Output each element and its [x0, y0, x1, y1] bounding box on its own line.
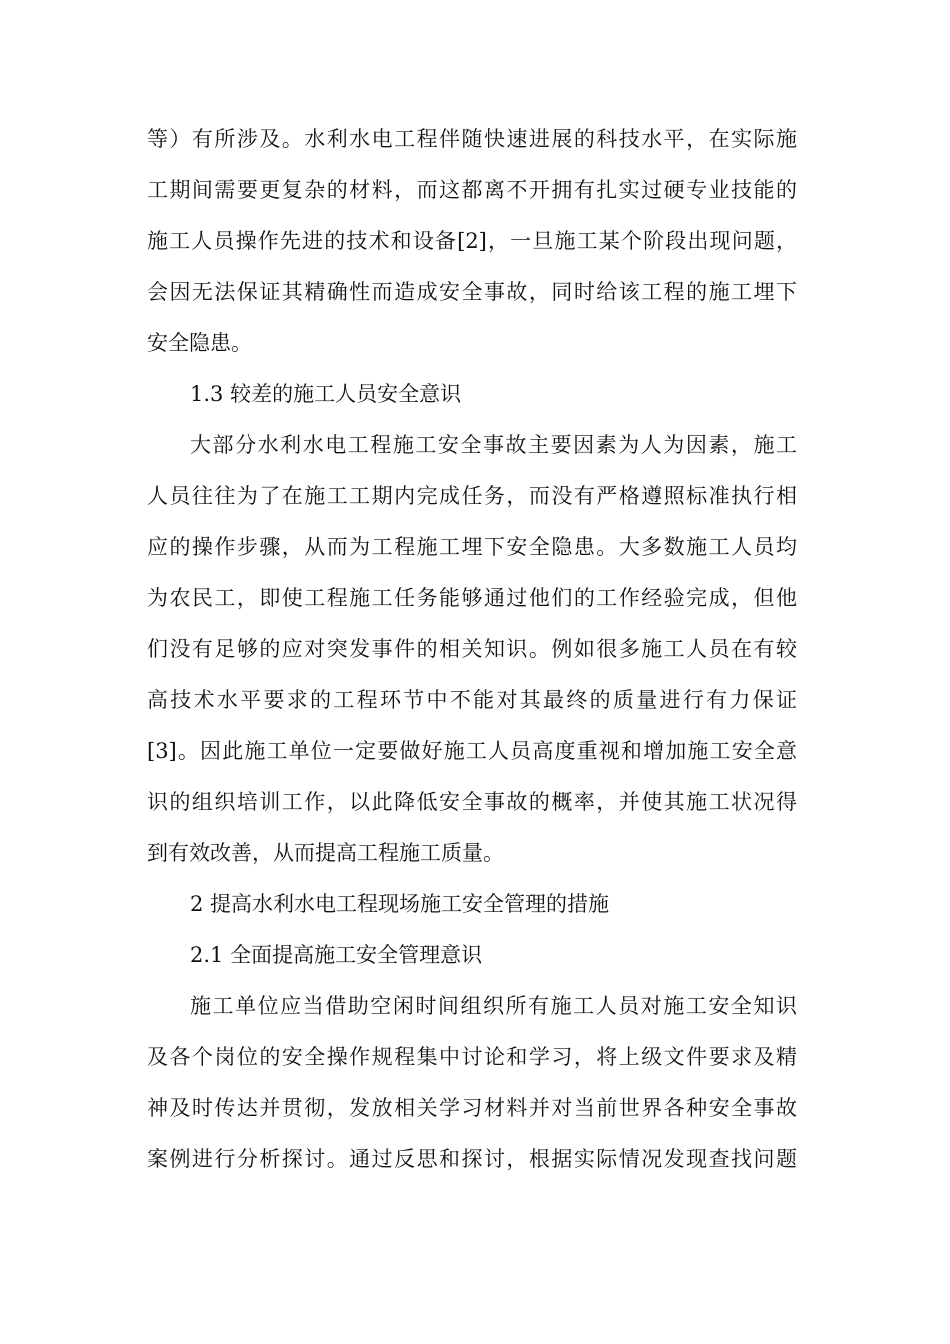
text-line: 到有效改善，从而提高工程施工质量。: [147, 841, 504, 865]
document-page: [147, 114, 797, 1185]
text-line: 识的组织培训工作，以此降低安全事故的概率，并使其施工状况得: [147, 790, 797, 814]
text-line: 及各个岗位的安全操作规程集中讨论和学习，将上级文件要求及精: [147, 1045, 797, 1069]
text-line: 们没有足够的应对突发事件的相关知识。例如很多施工人员在有较: [147, 637, 797, 661]
section-heading-1-3: 1.3 较差的施工人员安全意识: [190, 382, 462, 406]
text-line: 等）有所涉及。水利水电工程伴随快速进展的科技水平，在实际施: [147, 127, 797, 151]
text-line: 应的操作步骤，从而为工程施工埋下安全隐患。大多数施工人员均: [147, 535, 797, 559]
text-line: 人员往往为了在施工工期内完成任务，而没有严格遵照标准执行相: [147, 484, 797, 508]
text-line: 大部分水利水电工程施工安全事故主要因素为人为因素，施工: [190, 433, 797, 457]
text-line: 神及时传达并贯彻，发放相关学习材料并对当前世界各种安全事故: [147, 1096, 797, 1120]
paragraph-continued-intro: [147, 114, 797, 369]
paragraph-safety-awareness: [147, 420, 797, 879]
section-heading-2-1: 2.1 全面提高施工安全管理意识: [190, 943, 483, 967]
text-line: 为农民工，即使工程施工任务能够通过他们的工作经验完成，但他: [147, 586, 797, 610]
text-line: 会因无法保证其精确性而造成安全事故，同时给该工程的施工埋下: [147, 280, 797, 304]
paragraph-management-awareness: [147, 981, 797, 1185]
text-line: 工期间需要更复杂的材料，而这都离不开拥有扎实过硬专业技能的: [147, 178, 797, 202]
section-heading-2: 2 提高水利水电工程现场施工安全管理的措施: [190, 892, 610, 916]
text-line: 案例进行分析探讨。通过反思和探讨，根据实际情况发现查找问题: [147, 1147, 797, 1171]
text-line: [3]。因此施工单位一定要做好施工人员高度重视和增加施工安全意: [147, 739, 797, 763]
text-line: 高技术水平要求的工程环节中不能对其最终的质量进行有力保证: [147, 688, 797, 712]
text-line: 安全隐患。: [147, 331, 252, 355]
text-line: 施工人员操作先进的技术和设备[2]，一旦施工某个阶段出现问题，: [147, 229, 797, 253]
text-line: 施工单位应当借助空闲时间组织所有施工人员对施工安全知识: [190, 994, 797, 1018]
